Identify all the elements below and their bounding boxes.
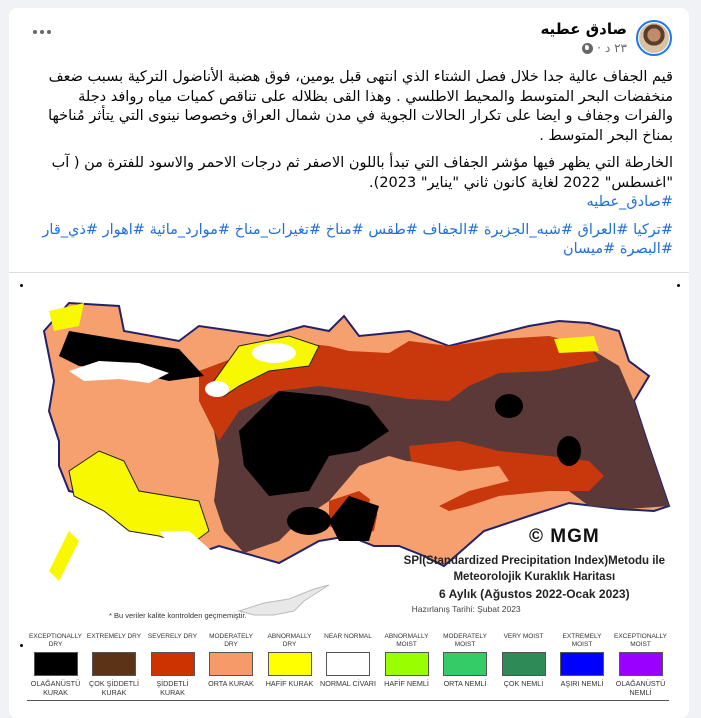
legend-swatch: [268, 652, 312, 676]
avatar[interactable]: [636, 20, 672, 56]
legend-item: EXCEPTIONALLY MOIST OLAĞANÜSTÜ NEMLİ: [614, 633, 667, 697]
hashtag[interactable]: #مناخ: [325, 221, 364, 238]
hashtag[interactable]: #العراق: [577, 221, 629, 238]
hashtag[interactable]: #طقس: [368, 221, 418, 238]
post-paragraph-1: قيم الجفاف عالية جدا خلال فصل الشتاء الذي انتهى قبل يومين، فوق هضبة الأناضول التركية بسبب ضعف منخفضات البحر المتوسط والمحيط الاطلسي . وهذا القى بظلاله على تناقص كميات مياه روافد دجلة والفرات وجفاف و ايضا على تكرار الحالات الجوية في مدن شمال العراق وخصوصا نينوى التي يتأثر مُناخها بمناخ البحر المتوسط .: [48, 69, 673, 144]
legend-item: MODERATELY MOIST ORTA NEMLİ: [443, 633, 487, 688]
author-hashtag[interactable]: #صادق_عطيه: [586, 194, 673, 210]
map-title-line-2: Meteorolojik Kuraklık Haritası: [453, 571, 616, 583]
globe-icon[interactable]: [582, 43, 593, 54]
hashtag[interactable]: #موارد_مائية: [149, 221, 231, 238]
cyprus-inset: [234, 581, 334, 621]
legend-swatch: [560, 652, 604, 676]
legend-swatch: [34, 652, 78, 676]
more-options-button[interactable]: [33, 30, 51, 34]
legend-item: EXCEPTIONALLY DRY OLAĞANÜSTÜ KURAK: [29, 633, 82, 697]
legend-swatch: [92, 652, 136, 676]
more-dot-icon: [47, 30, 51, 34]
legend-item: SEVERELY DRY ŞİDDETLİ KURAK: [147, 633, 198, 697]
post-card: [9, 8, 689, 718]
map-prepared-date: Hazırlanış Tarihi: Şubat 2023: [411, 604, 521, 614]
legend-item: ABNORMALLY MOIST HAFİF NEMLİ: [384, 633, 429, 688]
meta-separator: ·: [597, 41, 601, 55]
legend-item: EXTREMELY DRY ÇOK ŞİDDETLİ KURAK: [86, 633, 142, 697]
legend-item: VERY MOIST ÇOK NEMLİ: [495, 633, 552, 697]
legend-item: ABNORMALLY DRY HAFİF KURAK: [265, 633, 314, 688]
legend-swatch: [209, 652, 253, 676]
more-dot-icon: [33, 30, 37, 34]
post-meta: [582, 41, 627, 55]
hashtag[interactable]: #الجفاف: [422, 221, 480, 238]
more-dot-icon: [40, 30, 44, 34]
post-text: [29, 68, 673, 268]
post-time[interactable]: ٢٣ د: [604, 41, 627, 55]
legend-swatch: [502, 652, 546, 676]
legend-swatch: [151, 652, 195, 676]
post-header: [9, 8, 689, 60]
post-paragraph-2: الخارطة التي يظهر فيها مؤشر الجفاف التي تبدأ باللون الاصفر ثم درجات الاحمر والاسود للفترة من ( آب "اغسطس" 2022 لغاية كانون ثاني "يناير" 2023).: [51, 155, 673, 191]
map-legend: [27, 633, 669, 701]
legend-item: NEAR NORMAL NORMAL CİVARI: [320, 633, 376, 688]
hashtag[interactable]: #البصرة: [619, 241, 673, 257]
hashtag-list: [29, 221, 673, 260]
mgm-copyright: © MGM: [529, 526, 600, 547]
map-title-line-1: SPI(Standardized Precipitation Index)Metodu ile: [403, 555, 665, 567]
author-name[interactable]: صادق عطيه: [540, 20, 627, 38]
legend-swatch: [443, 652, 487, 676]
avatar-photo: [639, 23, 669, 53]
hashtag[interactable]: #شبه_الجزيرة: [483, 221, 574, 238]
legend-swatch: [326, 652, 370, 676]
hashtag[interactable]: #تغيرات_مناخ: [234, 221, 322, 238]
legend-item: MODERATELY DRY ORTA KURAK: [208, 633, 254, 688]
map-title-block: [404, 555, 665, 614]
hashtag[interactable]: #ذي_قار: [42, 221, 98, 238]
hashtag[interactable]: #تركيا: [633, 221, 673, 238]
hashtag[interactable]: #ميسان: [562, 241, 616, 257]
legend-swatch: [385, 652, 429, 676]
map-title-line-3: 6 Aylık (Ağustos 2022-Ocak 2023): [439, 587, 630, 601]
map-quality-note: * Bu veriler kalite kontrolden geçmemiştir.: [109, 611, 247, 620]
legend-item: EXTREMELY MOIST AŞIRI NEMLİ: [560, 633, 604, 688]
legend-swatch: [619, 652, 663, 676]
hashtag[interactable]: #اهوار: [102, 221, 145, 238]
drought-map-image[interactable]: [9, 272, 689, 713]
